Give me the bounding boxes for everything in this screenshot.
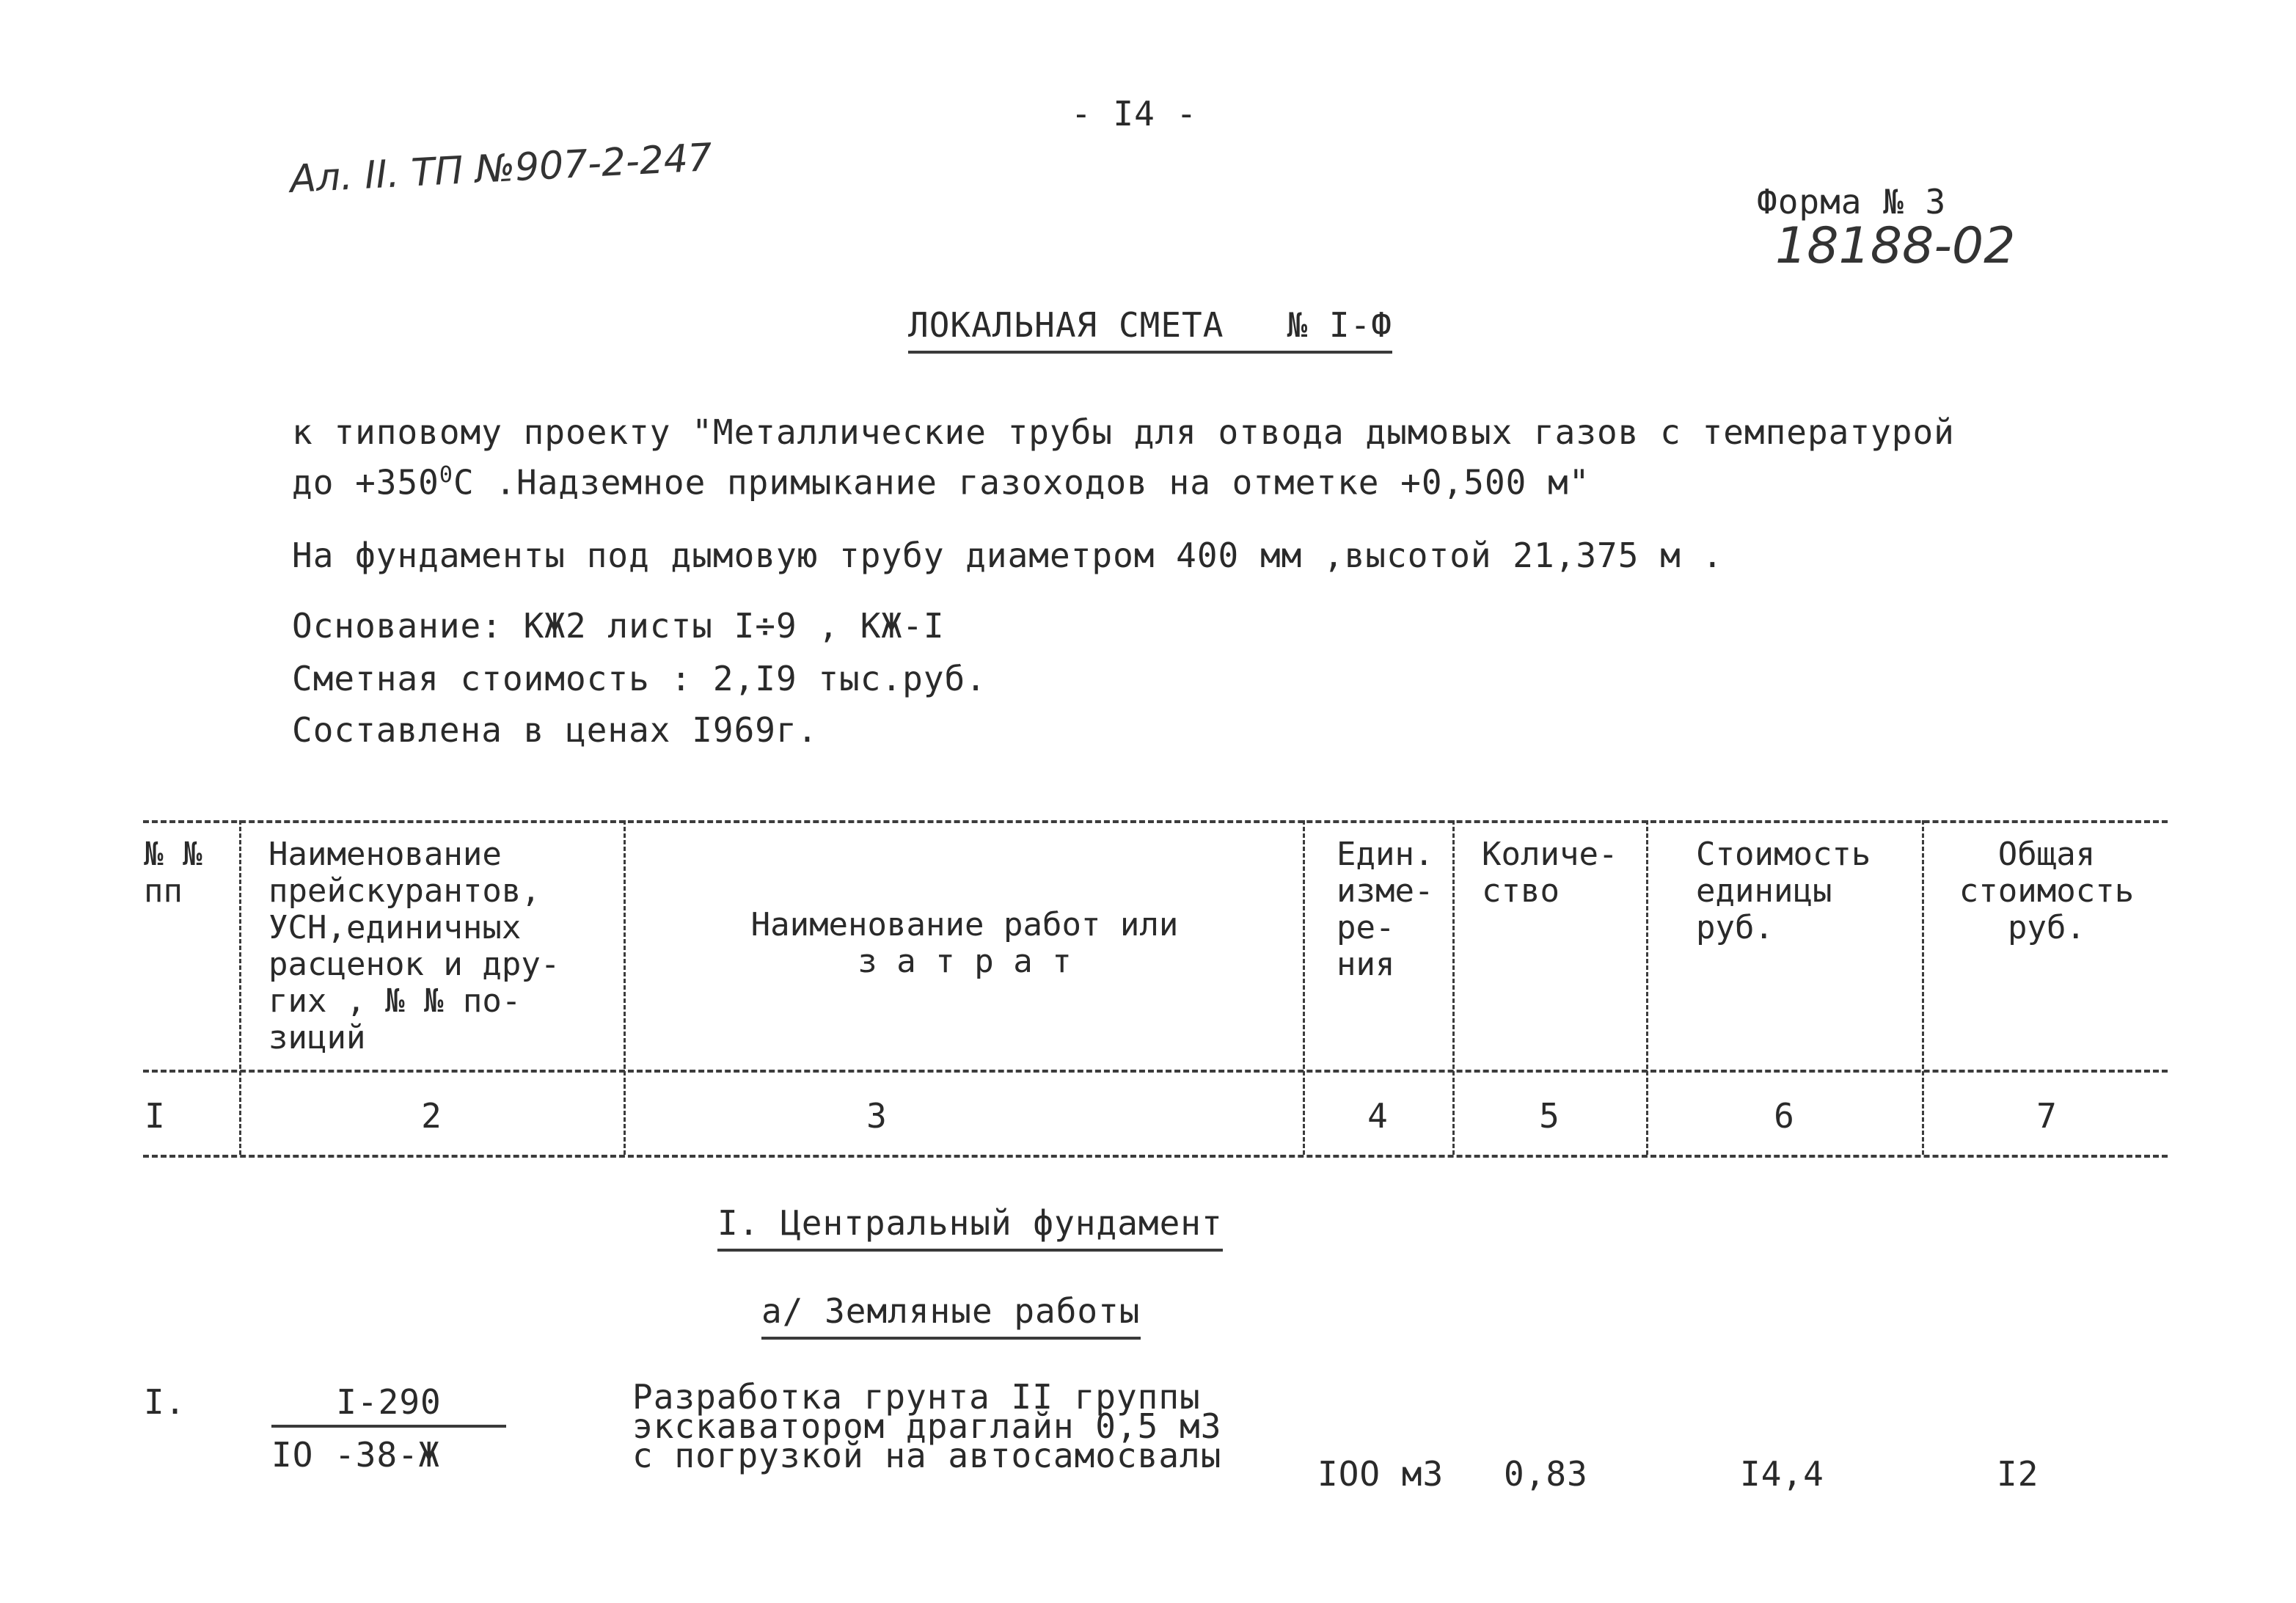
header-col-3-line: Наименование работ или xyxy=(750,906,1179,943)
header-col-3-line: з а т р а т xyxy=(858,943,1072,980)
header-col-6 xyxy=(1696,836,1871,946)
handwritten-reference: Ал. II. ТП №907-2-247 xyxy=(288,135,714,202)
column-number-2: 2 xyxy=(421,1096,442,1136)
header-col-7-line: стоимость xyxy=(1959,872,2135,910)
header-col-2-line: Наименование xyxy=(268,836,502,873)
header-col-6-line: единицы xyxy=(1696,872,1832,910)
table-header-rule xyxy=(143,1070,2168,1073)
column-number-4: 4 xyxy=(1367,1096,1388,1136)
header-col-5-line: ство xyxy=(1482,872,1560,910)
header-col-6-line: Стоимость xyxy=(1696,836,1871,873)
table-top-rule xyxy=(143,820,2168,823)
row-total-cost: I2 xyxy=(1997,1454,2039,1494)
row-work-line: с погрузкой на автосамосвалы xyxy=(632,1436,1222,1475)
header-col-7-line: Общая xyxy=(1997,836,2096,873)
header-col-7 xyxy=(1937,836,2157,946)
header-col-7-line: руб. xyxy=(2008,909,2085,946)
estimated-cost-line: Сметная стоимость : 2,I9 тыс.руб. xyxy=(292,659,987,698)
table-numbers-rule xyxy=(143,1155,2168,1158)
project-description-line-2 xyxy=(292,462,1590,502)
price-basis-line: Составлена в ценах I969г. xyxy=(292,710,819,750)
row-work-description xyxy=(632,1377,1222,1475)
subsection-title: а/ Земляные работы xyxy=(761,1291,1141,1340)
row-unit: IOO м3 xyxy=(1317,1454,1444,1494)
header-col-3 xyxy=(638,907,1291,980)
row-code-bottom: IO -38-Ж xyxy=(271,1435,440,1475)
header-col-2-line: УСН,единичных xyxy=(268,909,522,946)
header-col-4-line: ре- xyxy=(1337,909,1395,946)
row-quantity: 0,83 xyxy=(1504,1454,1588,1494)
column-number-7: 7 xyxy=(2036,1096,2057,1136)
row-unit-cost: I4,4 xyxy=(1740,1454,1824,1494)
row-work-line: Разработка грунта II группы xyxy=(632,1377,1201,1417)
header-col-2 xyxy=(268,836,560,1056)
page-number: - I4 - xyxy=(1071,94,1198,134)
handwritten-code: 18188-02 xyxy=(1775,217,2016,275)
degree-sign: 0 xyxy=(439,462,453,488)
column-number-5: 5 xyxy=(1539,1096,1560,1136)
header-col-4 xyxy=(1337,836,1433,983)
document-title: ЛОКАЛЬНАЯ СМЕТА № I-Ф xyxy=(908,305,1392,354)
form-number: Форма № 3 xyxy=(1757,182,1947,222)
project-description-temp: до +350 xyxy=(292,462,439,503)
row-number: I. xyxy=(144,1382,186,1422)
column-number-3: 3 xyxy=(866,1096,887,1136)
section-title: I. Центральный фундамент xyxy=(717,1203,1223,1252)
header-col-5-line: Количе- xyxy=(1482,836,1618,873)
project-description-rest: С .Надземное примыкание газоходов на отметке +0,500 м" xyxy=(453,462,1590,503)
project-description-line-1: к типовому проекту "Металлические трубы для отвода дымовых газов с температурой xyxy=(292,412,1955,452)
foundation-line: На фундаменты под дымовую трубу диаметром 400 мм ,высотой 21,375 м . xyxy=(292,536,1724,575)
header-col-4-line: изме- xyxy=(1337,872,1434,910)
basis-line: Основание: КЖ2 листы I÷9 , КЖ-I xyxy=(292,606,945,646)
row-work-line: экскаватором драглайн 0,5 м3 xyxy=(632,1406,1222,1446)
header-col-4-line: ния xyxy=(1337,946,1395,983)
header-col-6-line: руб. xyxy=(1696,909,1774,946)
header-col-2-line: расценок и дру- xyxy=(268,946,560,983)
row-code-top: I-290 xyxy=(271,1382,506,1428)
header-col-2-line: зиций xyxy=(268,1019,366,1056)
header-col-2-line: гих , № № по- xyxy=(268,982,522,1020)
header-col-5 xyxy=(1482,836,1617,910)
column-number-1: I xyxy=(145,1096,165,1136)
header-col-2-line: прейскурантов, xyxy=(268,872,541,910)
header-col-1 xyxy=(144,836,202,910)
column-number-6: 6 xyxy=(1774,1096,1794,1136)
header-col-1-line: № № xyxy=(144,836,202,873)
header-col-4-line: Един. xyxy=(1337,836,1434,873)
header-col-1-line: пп xyxy=(144,872,183,910)
